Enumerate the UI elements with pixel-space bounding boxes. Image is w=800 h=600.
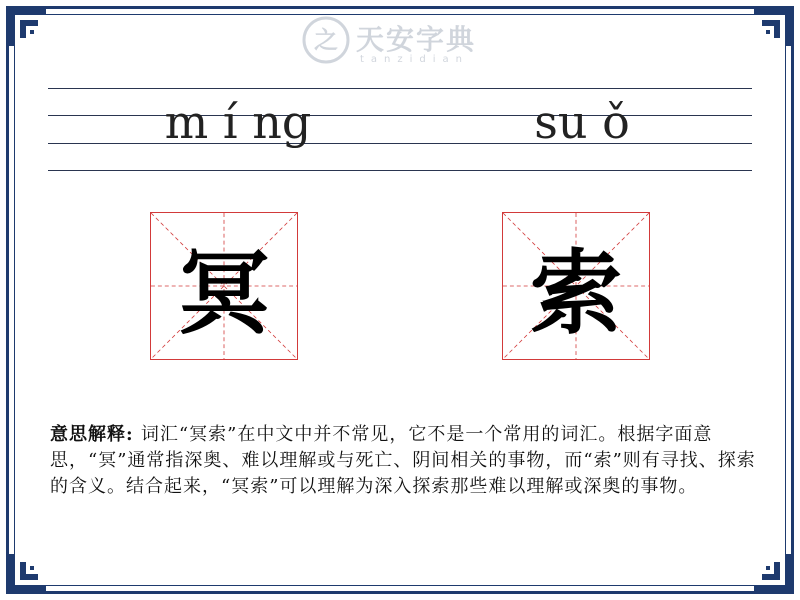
meaning-text: 词汇“冥索”在中文中并不常见，它不是一个常用的词汇。根据字面意思，“冥”通常指深奥、难以理解或与死亡、阴间相关的事物，而“索”则有寻找、探索的含义。结合起来，“冥索”可以理解为深入探索那些难以理解或深奥的事物。 [50, 424, 756, 497]
corner-ornament-icon [752, 4, 796, 48]
pinyin-1: m í ng [164, 95, 312, 149]
watermark-subtitle: tanzidian [360, 54, 470, 65]
watermark-name: 天安字典 [356, 23, 477, 56]
meaning-label: 意思解释 [50, 424, 126, 445]
watermark-logo [300, 14, 500, 72]
character-1: 冥 [177, 239, 270, 347]
character-2: 索 [529, 239, 622, 347]
seal-icon [302, 16, 350, 64]
meaning-colon: : [126, 424, 141, 445]
character-grid-2 [502, 212, 650, 360]
character-grid-1 [150, 212, 298, 360]
corner-ornament-icon [4, 552, 48, 596]
pinyin-2: su ǒ [534, 95, 630, 149]
corner-ornament-icon [4, 4, 48, 48]
meaning-paragraph [50, 422, 756, 500]
svg-text:之: 之 [314, 25, 338, 54]
corner-ornament-icon [752, 552, 796, 596]
